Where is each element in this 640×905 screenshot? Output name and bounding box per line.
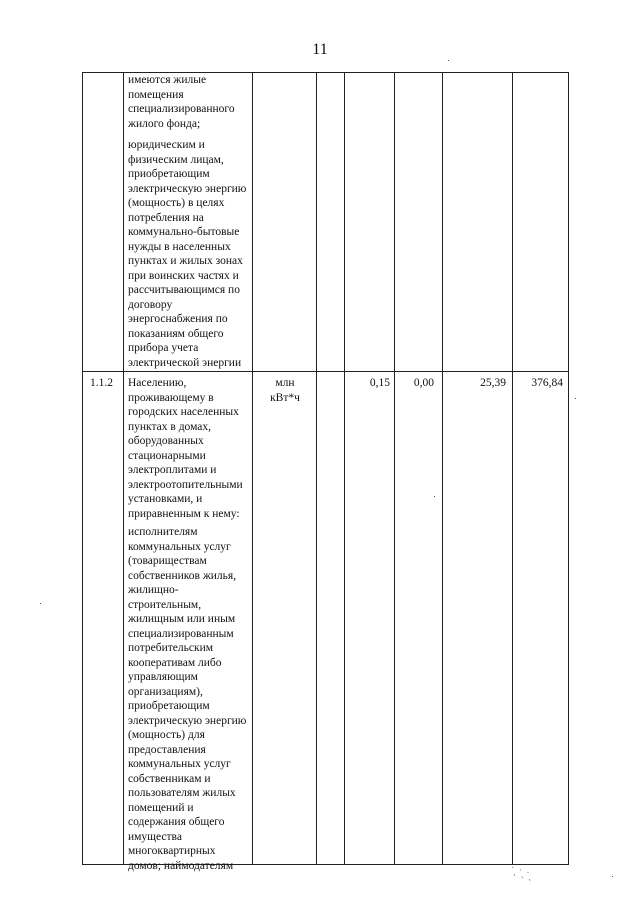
cell-description-part2: юридическим и физическим лицам, приобретающим электрическую энергию (мощность) в целях потребления на коммунально-бытовые нужды в населенных пунктах и жилых зонах при воинских частях и рассчитывающимся по договору энергоснабжения по показаниям общего прибора учета электрической энергии bbox=[128, 139, 247, 369]
column-border bbox=[316, 72, 317, 865]
column-border bbox=[252, 72, 253, 865]
row-code: 1.1.2 bbox=[90, 377, 113, 389]
column-border bbox=[568, 72, 569, 865]
pencil-mark: ˙ˎ˙ˏ˙ˎ bbox=[509, 864, 535, 882]
scan-speck bbox=[575, 398, 576, 399]
column-border bbox=[442, 72, 443, 865]
scan-speck bbox=[40, 603, 41, 604]
cell-value-3: 25,39 bbox=[480, 377, 506, 389]
cell-value-1: 0,15 bbox=[369, 377, 390, 389]
cell-description-part2: исполнителям коммунальных услуг (товариществам собственников жилья, жилищно- строительным, жилищным или иным специализированным потребительским кооперативам либо управляющим организациям), приобретающим электрическую энергию (мощность) для предоставления коммунальных услуг собственникам и пользователям жилых помещений и содержания общего имущества многоквартирных домов; наймодателям bbox=[128, 526, 247, 872]
cell-unit: млн кВт*ч bbox=[270, 377, 300, 404]
column-border bbox=[394, 72, 395, 865]
cell-value-2: 0,00 bbox=[413, 377, 434, 389]
column-border bbox=[344, 72, 345, 865]
cell-description-part1: имеются жилые помещения специализированного жилого фонда; bbox=[128, 74, 235, 130]
column-border bbox=[82, 72, 83, 865]
scan-speck bbox=[434, 496, 435, 497]
scan-speck bbox=[448, 60, 449, 61]
scan-speck bbox=[612, 876, 613, 877]
page-number: 11 bbox=[312, 41, 328, 58]
cell-description-part1: Населению, проживающему в городских населенных пунктах в домах, оборудованных стационарными электроплитами и электроотопительными установками, и приравненным к нему: bbox=[128, 377, 243, 520]
column-border bbox=[512, 72, 513, 865]
row-divider bbox=[82, 371, 569, 372]
column-border bbox=[123, 72, 124, 865]
cell-value-4: 376,84 bbox=[531, 377, 563, 389]
